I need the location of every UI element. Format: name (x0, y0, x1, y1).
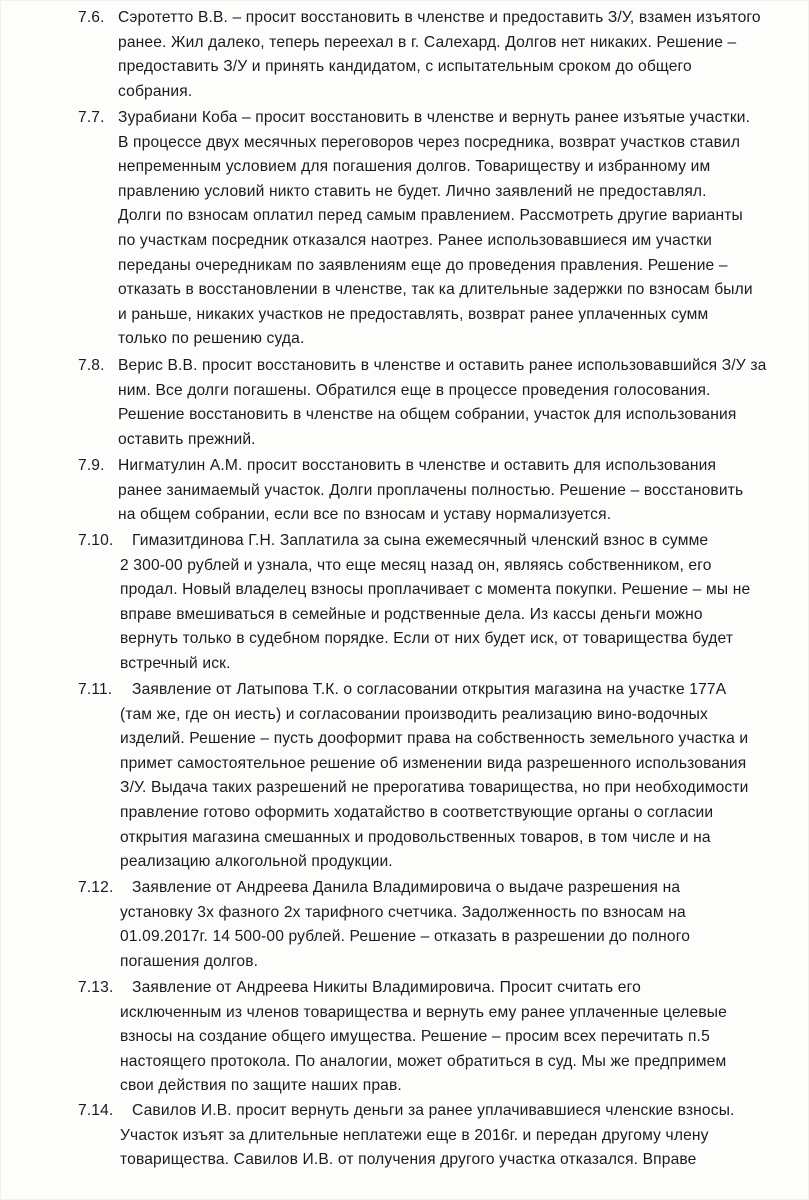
item-text-line: Зурабиани Коба – просит восстановить в членстве и вернуть ранее изъятые участки. (118, 109, 751, 126)
item-number: 7.13. (78, 979, 114, 996)
item-number: 7.7. (78, 109, 105, 126)
item-text-line: Заявление от Латыпова Т.К. о согласовании открытия магазина на участке 177А (132, 681, 727, 698)
item-text-line: 01.09.2017г. 14 500-00 рублей. Решение – отказать в разрешении до полного (120, 928, 691, 946)
item-number: 7.9. (78, 457, 105, 474)
item-text-line: товарищества. Савилов И.В. от получения другого участка отказался. Вправе (120, 1151, 697, 1169)
item-text-line: Заявление от Андреева Никиты Владимировича. Просит считать его (132, 979, 641, 996)
item-text-line: по участкам посредник отказался наотрез. Ранее использовавшиеся им участки (118, 232, 713, 249)
item-text-line: непременным условием для погашения долгов. Товариществу и избранному им (118, 158, 711, 176)
item-text-line: оставить прежний. (118, 430, 256, 448)
item-text-line: настоящего протокола. По аналогии, может обратиться в суд. Мы же предпримем (120, 1052, 727, 1070)
item-text-line: Решение восстановить в членстве на общем собрании, участок для использования (118, 406, 737, 424)
item-text-line: на общем собрании, если все по взносам и уставу нормализуется. (118, 506, 612, 524)
item-text-line: Гимазитдинова Г.Н. Заплатила за сына ежемесячный членский взнос в сумме (132, 532, 709, 549)
item-text-line: продал. Новый владелец взносы проплачивает с момента покупки. Решение – мы не (120, 581, 751, 599)
item-text-line: 2 300-00 рублей и узнала, что еще месяц назад он, являясь собственником, его (120, 556, 712, 574)
item-number: 7.6. (78, 9, 105, 26)
item-number: 7.10. (78, 532, 114, 549)
item-text-line: только по решению суда. (118, 330, 305, 348)
item-text-line: З/У. Выдача таких разрешений не прерогатива товарищества, но при необходимости (120, 779, 749, 797)
item-text-line: Сэротетто В.В. – просит восстановить в членстве и предоставить З/У, взамен изъятого (118, 9, 761, 26)
item-text-line: вправе вмешиваться в семейные и родственные дела. Из кассы деньги можно (120, 605, 703, 623)
item-text-line: В процессе двух месячных переговоров через посредника, возврат участков ставил (118, 133, 741, 151)
item-text-line: Долги по взносам оплатил перед самым правлением. Рассмотреть другие варианты (118, 207, 743, 225)
item-text-line: и раньше, никаких участков не предоставлять, возврат ранее уплаченных сумм (118, 305, 709, 323)
item-number: 7.8. (78, 357, 105, 374)
item-text-line: отказать в восстановлении в членстве, так ка длительные задержки по взносам были (118, 281, 753, 299)
item-text-line: правление готово оформить ходатайство в соответствующие органы о согласии (120, 804, 714, 821)
item-text-line: встречный иск. (120, 655, 231, 672)
item-text-line: Нигматулин А.М. просит восстановить в членстве и оставить для использования (118, 457, 717, 474)
item-text-line: установку 3х фазного 2х тарифного счетчика. Задолженность по взносам на (120, 903, 686, 921)
item-text-line: свои действия по защите наших прав. (120, 1077, 402, 1095)
item-text-line: ранее. Жил далеко, теперь переехал в г. Салехард. Долгов нет никаких. Решение – (118, 33, 737, 51)
item-text-line: вернуть только в судебном порядке. Если от них будет иск, от товарищества будет (120, 630, 734, 648)
item-text-line: примет самостоятельное решение об изменении вида разрешенного использования (120, 754, 747, 772)
item-text-line: переданы очередникам по заявлениям еще до проведения правления. Решение – (118, 256, 728, 274)
item-text-line: Верис В.В. просит восстановить в членстве и оставить ранее использовавшийся З/У за (118, 357, 767, 374)
item-text-line: взносы на создание общего имущества. Решение – просим всех перечитать п.5 (120, 1028, 710, 1046)
item-text-line: правлению условий никто ставить не будет. Лично заявлений не предоставлял. (118, 182, 707, 200)
item-number: 7.14. (78, 1102, 114, 1119)
item-number: 7.12. (78, 879, 114, 896)
item-text-line: ним. Все долги погашены. Обратился еще в процессе проведения голосования. (118, 381, 711, 399)
item-text-line: Заявление от Андреева Данила Владимировича о выдаче разрешения на (132, 879, 681, 896)
item-text-line: ранее занимаемый участок. Долги проплачены полностью. Решение – восстановить (118, 481, 744, 499)
item-number: 7.11. (78, 681, 113, 698)
item-text-line: Участок изъят за длительные неплатежи еще в 2016г. и передан другому члену (120, 1126, 709, 1144)
item-text-line: открытия магазина смешанных и продовольственных товаров, в том числе и на (120, 828, 711, 846)
item-text-line: погашения долгов. (120, 952, 259, 970)
item-text-line: предоставить З/У и принять кандидатом, с испытательным сроком до общего (118, 58, 692, 76)
item-text-line: реализацию алкогольной продукции. (120, 853, 393, 871)
item-text-line: (там же, где он иесть) и согласовании производить реализацию вино-водочных (120, 705, 708, 723)
item-text-line: изделий. Решение – пусть дооформит права на собственность земельного участка и (120, 730, 749, 748)
item-text-line: собрания. (118, 82, 193, 100)
item-text-line: исключенным из членов товарищества и вернуть ему ранее уплаченные целевые (120, 1003, 727, 1021)
item-text-line: Савилов И.В. просит вернуть деньги за ранее уплачивавшиеся членские взносы. (132, 1102, 735, 1119)
